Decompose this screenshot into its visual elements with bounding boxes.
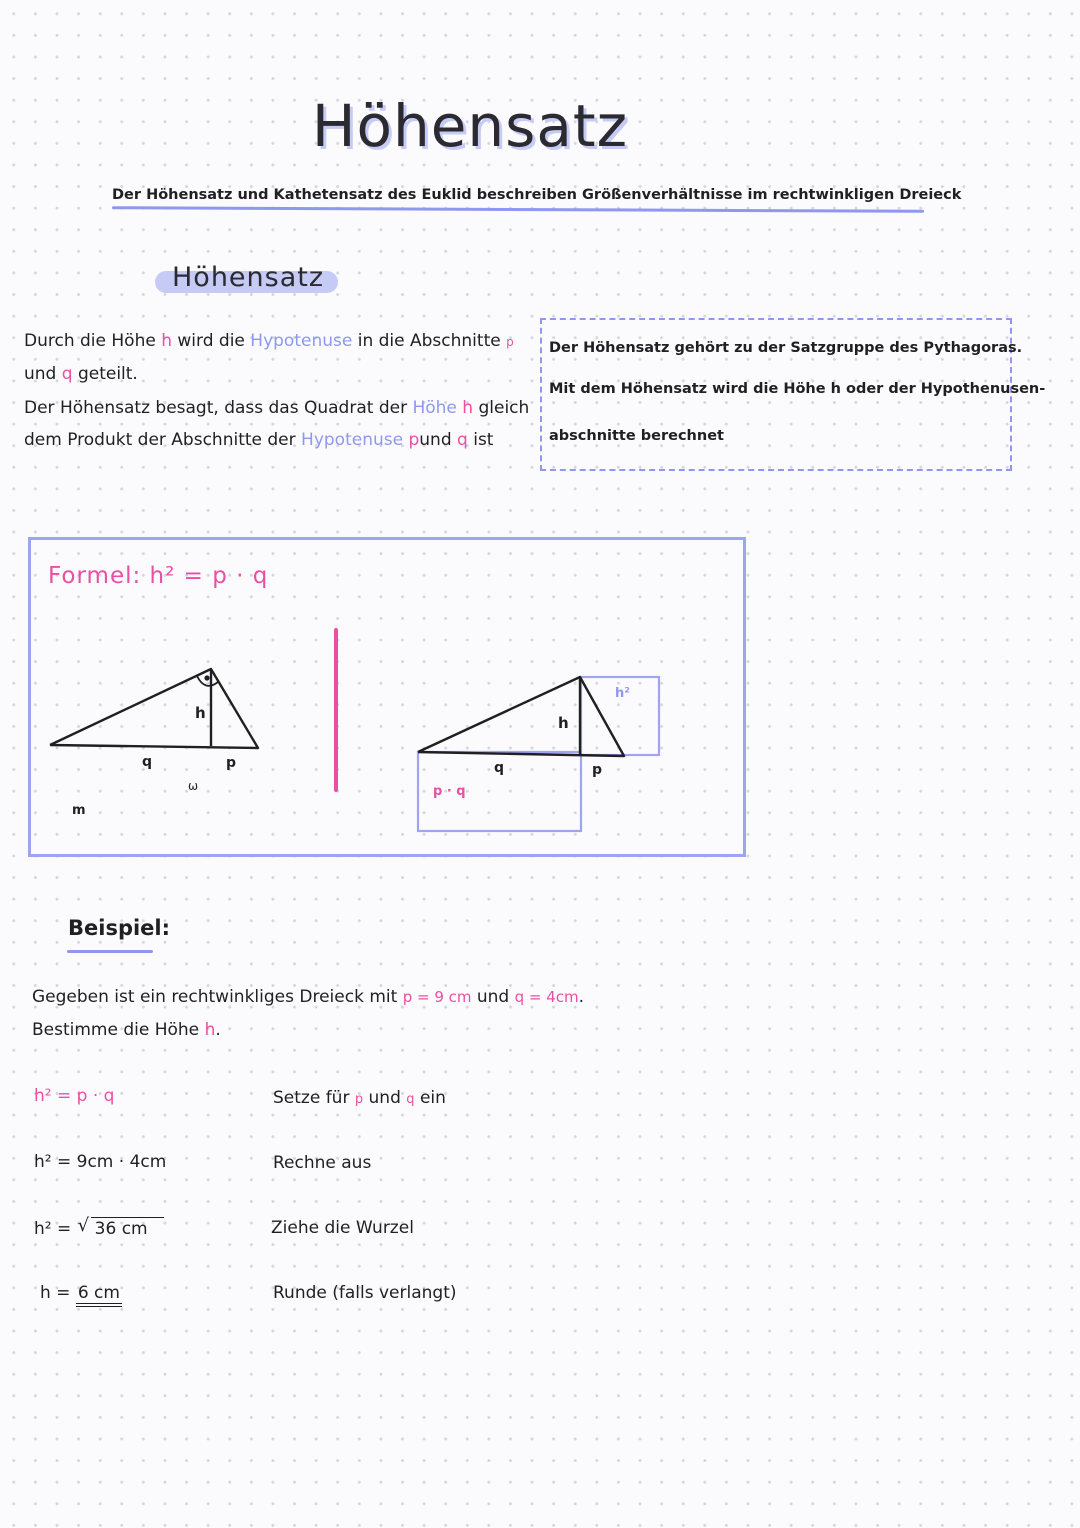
info-line-1: Der Höhensatz gehört zu der Satzgruppe des Pythagoras. (549, 340, 1023, 356)
step-4-note: Runde (falls verlangt) (273, 1283, 457, 1303)
square-root: √ 36 cm (91, 1217, 164, 1239)
left-triangle (50, 669, 258, 748)
task-line-2: Bestimme die Höhe h. (32, 1020, 221, 1040)
right-triangle (418, 677, 624, 756)
step-2-note: Rechne aus (273, 1153, 372, 1173)
left-label-p: p (226, 755, 237, 771)
right-label-q: q (494, 760, 505, 776)
paragraph-line-3: Der Höhensatz besagt, dass das Quadrat der Höhe h gleich (24, 398, 530, 418)
paragraph-line-2: und q geteilt. (24, 364, 138, 384)
left-label-m: m (72, 803, 86, 818)
left-label-w: ω (188, 779, 199, 793)
section-heading: Höhensatz (172, 262, 325, 293)
result-value: 6 cm (76, 1283, 122, 1307)
info-line-2: Mit dem Höhensatz wird die Höhe h oder der Hypothenusen- (549, 381, 1046, 397)
formula: Formel: h² = p · q (48, 563, 269, 589)
intro-underline (112, 206, 924, 213)
intro-text: Der Höhensatz und Kathetensatz des Euklid beschreiben Größenverhältnisse im rechtwinkligen Dreieck (112, 187, 962, 203)
left-label-q: q (142, 754, 153, 770)
triangle-diagrams (0, 600, 760, 860)
info-line-3: abschnitte berechnet (549, 428, 724, 444)
step-1-math: h² = p · q (34, 1086, 115, 1106)
example-heading: Beispiel: (68, 916, 171, 940)
task-line-1: Gegeben ist ein rechtwinkliges Dreieck mit p = 9 cm und q = 4cm. (32, 987, 585, 1007)
example-underline (67, 950, 153, 953)
paragraph-line-1: Durch die Höhe h wird die Hypotenuse in die Abschnitte p (24, 331, 514, 351)
step-1-note: Setze für p und q ein (273, 1088, 446, 1108)
left-label-h: h (195, 704, 206, 722)
step-3-math: h² = √ 36 cm (34, 1217, 164, 1239)
right-label-pq: p · q (433, 784, 466, 799)
right-label-h: h (558, 714, 569, 732)
step-2-math: h² = 9cm · 4cm (34, 1152, 167, 1172)
right-label-p: p (592, 762, 603, 778)
paragraph-line-4: dem Produkt der Abschnitte der Hypotenuse pund q ist (24, 430, 494, 450)
right-label-h2: h² (615, 686, 630, 701)
page-title: Höhensatz (311, 92, 629, 160)
step-3-note: Ziehe die Wurzel (271, 1218, 414, 1238)
step-4-math: h = 6 cm (40, 1283, 122, 1303)
